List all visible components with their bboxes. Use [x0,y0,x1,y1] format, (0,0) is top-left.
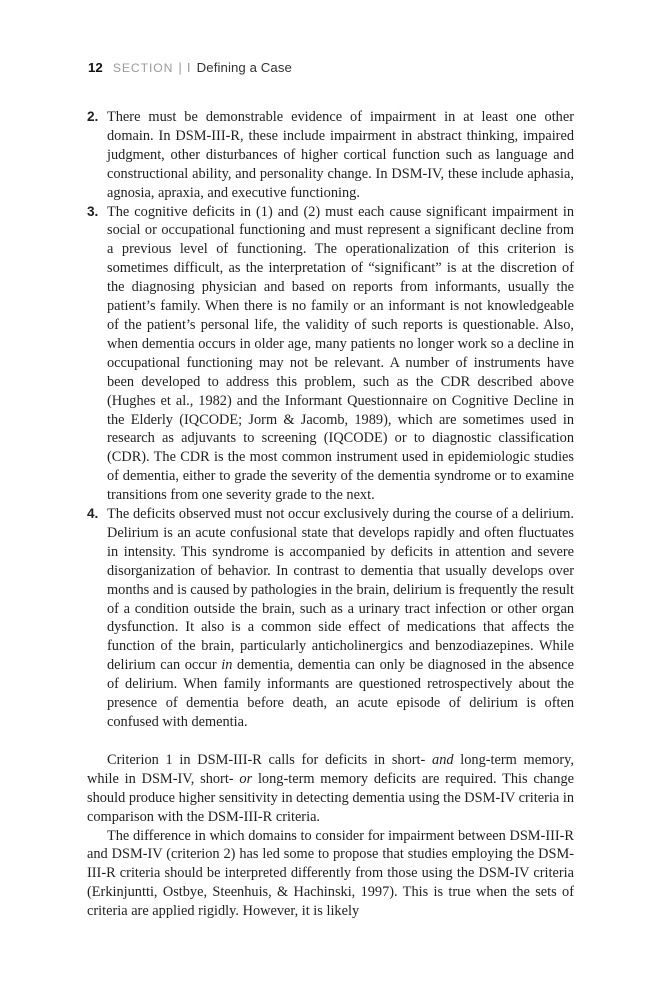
section-number: I [186,60,191,75]
criterion-number: 4. [87,506,99,522]
running-head-separator: | [178,60,182,75]
paragraph-text-part: long-term memory deficits are required. This change should produce higher sensitivity in detecting dementia using the DSM-IV criteria in comparison with the DSM-III-R criteria. [87,770,574,825]
criterion-item-4 [87,505,574,732]
criterion-number: 2. [87,109,99,124]
paragraph-criterion-1 [87,751,574,827]
criterion-text: The cognitive deficits in (1) and (2) must each cause significant impairment in social or occupational functioning and must represent a significant decline from a previous level of functioning. The operationalization of this criterion is sometimes difficult, as the interpretation of “significant” is at the discretion of the diagnosing physician and based on reports from informants, usually the patient’s family. When there is no family or an informant is not knowledgeable of the patient’s personal life, the validity of such reports is questionable. Also, when dementia occurs in older age, many patients no longer work so a decline in occupational functioning may not be relevant. A number of instruments have been developed to address this problem, such as the CDR described above (Hughes et al., 1982) and the Informant Questionnaire on Cognitive Decline in the Elderly (IQCODE; Jorm & Jacomb, 1989), which are sometimes used in research as adjuvants to screening (IQCODE) or to diagnostic classification (CDR). The CDR is the most common instrument used in epidemiologic studies of dementia, either to grade the severity of the dementia syndrome or to examine transitions from one severity grade to the next. [107,203,574,504]
criterion-text-part: The deficits observed must not occur exclusively during the course of a delirium. Delirium is an acute confusional state that develops rapidly and often fluctuates in intensity. This syndrome is accompanied by deficits in attention and severe disorganization of behavior. In contrast to dementia that usually develops over months and is caused by pathologies in the brain, delirium is frequently the result of a condition outside the brain, such as a urinary tract infection or other organ dysfunction. It also is a common side effect of medications that affects the function of the brain, particularly anticholinergics and benzodiazepines. While delirium can occur [107,506,574,674]
paragraph-domain-difference [87,827,574,922]
emphasis-in: in [221,657,233,674]
chapter-title: Defining a Case [196,60,292,75]
emphasis-and: and [432,751,454,768]
emphasis-or: or [239,770,253,787]
section-label: SECTION [112,61,174,75]
criterion-item-3 [87,203,574,506]
criterion-text-part: dementia, dementia can only be diagnosed in the absence of delirium. When family informants are questioned retrospectively about the presence of dementia before death, an acute episode of delirium is often confused with dementia. [107,657,574,730]
page-number: 12 [88,60,103,75]
paragraph-text-part: Criterion 1 in DSM-III-R calls for deficits in short- [107,751,433,768]
running-head [88,60,292,75]
body-text [87,108,574,921]
criterion-number: 3. [87,203,99,219]
criterion-text: There must be demonstrable evidence of impairment in at least one other domain. In DSM-III-R, these include impairment in abstract thinking, impaired judgment, other disturbances of higher cortical function such as language and constructional ability, and personality change. In DSM-IV, these include aphasia, agnosia, apraxia, and executive functioning. [107,109,574,201]
paragraph-text: The difference in which domains to consider for impairment between DSM-III-R and DSM-IV (criterion 2) has led some to propose that studies employing the DSM-III-R criteria should be interpreted differently from those using the DSM-IV criteria (Erkinjuntti, Ostbye, Steenhuis, & Hachinski, 1997). This is true when the sets of criteria are applied rigidly. However, it is likely [87,827,574,920]
criterion-item-2 [87,108,574,203]
paragraph-text-part: long-term memory, while in DSM-IV, short- [87,751,574,787]
